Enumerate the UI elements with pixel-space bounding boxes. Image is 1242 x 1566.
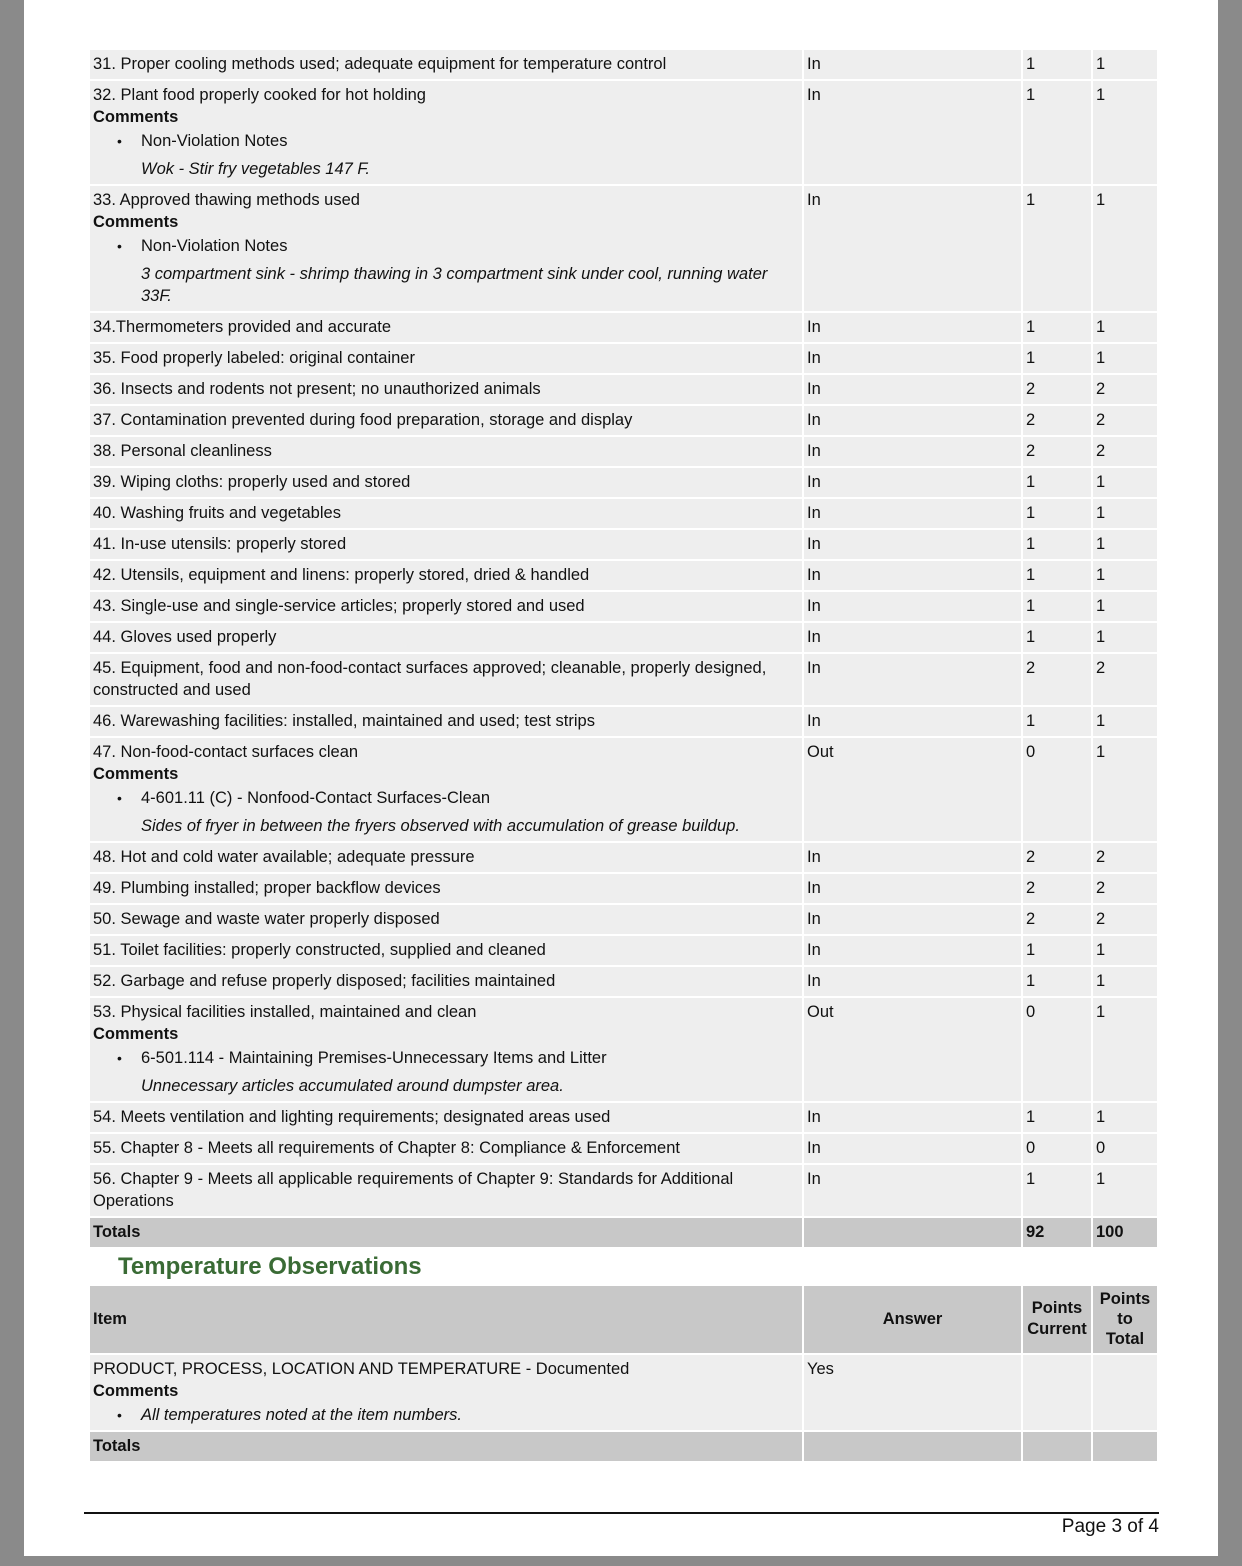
temperature-current (1023, 1355, 1093, 1432)
item-label: 37. Contamination prevented during food preparation, storage and display (93, 411, 633, 429)
item-points-current: 1 (1023, 561, 1093, 592)
item-answer: In (804, 1134, 1023, 1165)
item-cell (90, 186, 804, 313)
inspection-items-body (90, 50, 1157, 1218)
bullet-icon: • (117, 790, 122, 806)
item-answer: In (804, 437, 1023, 468)
item-label: 51. Toilet facilities: properly constructed, supplied and cleaned (93, 941, 546, 959)
item-points-total: 1 (1093, 623, 1157, 654)
table-row (90, 437, 1157, 468)
item-cell (90, 1134, 804, 1165)
item-cell (90, 936, 804, 967)
item-points-current: 2 (1023, 375, 1093, 406)
totals-answer-cell (804, 1218, 1023, 1249)
item-points-total: 1 (1093, 738, 1157, 843)
footer-rule (84, 1512, 1159, 1514)
item-answer: In (804, 81, 1023, 186)
item-points-total: 1 (1093, 998, 1157, 1103)
table-row (90, 998, 1157, 1103)
item-label: 42. Utensils, equipment and linens: properly stored, dried & handled (93, 566, 590, 584)
item-label: 55. Chapter 8 - Meets all requirements of Chapter 8: Compliance & Enforcement (93, 1139, 680, 1157)
item-points-current: 2 (1023, 437, 1093, 468)
item-answer: In (804, 313, 1023, 344)
item-answer: In (804, 874, 1023, 905)
item-cell (90, 561, 804, 592)
temperature-observations-table (90, 1286, 1157, 1463)
temperature-header-row (90, 1286, 1157, 1355)
item-points-current: 1 (1023, 623, 1093, 654)
temperature-item-label: PRODUCT, PROCESS, LOCATION AND TEMPERATURE - Documented (93, 1360, 630, 1378)
item-answer: In (804, 499, 1023, 530)
inspection-items-table (90, 50, 1157, 1249)
item-points-current: 2 (1023, 905, 1093, 936)
comment-code: 6-501.114 - Maintaining Premises-Unnecessary Items and Litter (141, 1049, 607, 1067)
item-answer: Out (804, 998, 1023, 1103)
item-points-total: 1 (1093, 967, 1157, 998)
totals-total: 100 (1093, 1218, 1157, 1249)
item-points-current: 1 (1023, 50, 1093, 81)
item-points-current: 1 (1023, 468, 1093, 499)
item-cell (90, 530, 804, 561)
item-cell (90, 623, 804, 654)
item-cell (90, 313, 804, 344)
bullet-icon: • (117, 238, 122, 254)
item-label: 40. Washing fruits and vegetables (93, 504, 341, 522)
table-row (90, 967, 1157, 998)
item-points-current: 2 (1023, 406, 1093, 437)
item-label: 49. Plumbing installed; proper backflow devices (93, 879, 441, 897)
item-cell (90, 707, 804, 738)
comment-bullet (93, 1404, 799, 1426)
item-answer: In (804, 592, 1023, 623)
comment-code: Non-Violation Notes (141, 132, 288, 150)
totals-current: 92 (1023, 1218, 1093, 1249)
item-cell (90, 406, 804, 437)
item-points-current: 2 (1023, 874, 1093, 905)
item-points-current: 1 (1023, 967, 1093, 998)
table-row (90, 1165, 1157, 1218)
item-cell (90, 967, 804, 998)
item-points-total: 2 (1093, 406, 1157, 437)
item-label: 52. Garbage and refuse properly disposed; facilities maintained (93, 972, 556, 990)
table-row (90, 344, 1157, 375)
item-points-total: 2 (1093, 874, 1157, 905)
item-label: 45. Equipment, food and non-food-contact surfaces approved; cleanable, properly designed, constructed and used (93, 659, 767, 699)
item-points-current: 1 (1023, 1103, 1093, 1134)
item-cell (90, 592, 804, 623)
table-row (90, 905, 1157, 936)
item-label: 56. Chapter 9 - Meets all applicable requirements of Chapter 9: Standards for Additional Operations (93, 1170, 734, 1210)
temperature-totals-answer (804, 1432, 1023, 1463)
report-page (24, 0, 1218, 1556)
comment-bullet (93, 1047, 799, 1069)
item-points-current: 1 (1023, 592, 1093, 623)
item-label: 48. Hot and cold water available; adequate pressure (93, 848, 475, 866)
item-points-current: 1 (1023, 530, 1093, 561)
comment-note: Unnecessary articles accumulated around dumpster area. (141, 1077, 564, 1095)
item-answer: In (804, 530, 1023, 561)
item-points-total: 1 (1093, 530, 1157, 561)
item-points-total: 1 (1093, 81, 1157, 186)
item-label: 54. Meets ventilation and lighting requirements; designated areas used (93, 1108, 611, 1126)
table-row (90, 186, 1157, 313)
temperature-totals-row (90, 1432, 1157, 1463)
item-answer: In (804, 186, 1023, 313)
comment-note: All temperatures noted at the item numbers. (141, 1406, 462, 1424)
item-points-total: 1 (1093, 50, 1157, 81)
item-answer: In (804, 1103, 1023, 1134)
comments-title: Comments (93, 1025, 179, 1043)
item-answer: In (804, 905, 1023, 936)
comment-note: 3 compartment sink - shrimp thawing in 3 compartment sink under cool, running water 33F. (141, 265, 768, 305)
item-points-total: 1 (1093, 186, 1157, 313)
item-label: 38. Personal cleanliness (93, 442, 272, 460)
item-label: 32. Plant food properly cooked for hot holding (93, 86, 426, 104)
header-answer: Answer (804, 1286, 1023, 1355)
item-cell (90, 50, 804, 81)
temperature-item-cell (90, 1355, 804, 1432)
temperature-totals-label: Totals (90, 1432, 804, 1463)
item-points-current: 1 (1023, 81, 1093, 186)
table-row (90, 375, 1157, 406)
table-row (90, 81, 1157, 186)
table-row (90, 499, 1157, 530)
header-points-total: Points to Total (1093, 1286, 1157, 1355)
temperature-observations-title: Temperature Observations (118, 1253, 422, 1280)
item-label: 50. Sewage and waste water properly disposed (93, 910, 440, 928)
item-label: 35. Food properly labeled: original container (93, 349, 415, 367)
totals-label: Totals (90, 1218, 804, 1249)
item-points-current: 1 (1023, 344, 1093, 375)
item-cell (90, 81, 804, 186)
item-answer: In (804, 375, 1023, 406)
item-cell (90, 344, 804, 375)
comment-code: Non-Violation Notes (141, 237, 288, 255)
item-points-total: 1 (1093, 936, 1157, 967)
item-answer: In (804, 406, 1023, 437)
item-answer: In (804, 1165, 1023, 1218)
item-label: 46. Warewashing facilities: installed, maintained and used; test strips (93, 712, 595, 730)
comment-bullet (93, 235, 799, 257)
item-answer: In (804, 843, 1023, 874)
temperature-row (90, 1355, 1157, 1432)
table-row (90, 561, 1157, 592)
item-answer: In (804, 623, 1023, 654)
table-row (90, 592, 1157, 623)
item-points-total: 1 (1093, 592, 1157, 623)
item-points-total: 0 (1093, 1134, 1157, 1165)
item-points-current: 0 (1023, 738, 1093, 843)
item-cell (90, 468, 804, 499)
table-row (90, 468, 1157, 499)
temperature-total (1093, 1355, 1157, 1432)
item-cell (90, 998, 804, 1103)
item-points-current: 1 (1023, 1165, 1093, 1218)
table-row (90, 654, 1157, 707)
table-row (90, 843, 1157, 874)
table-row (90, 1103, 1157, 1134)
item-answer: In (804, 936, 1023, 967)
item-points-current: 1 (1023, 186, 1093, 313)
item-label: 33. Approved thawing methods used (93, 191, 360, 209)
item-label: 44. Gloves used properly (93, 628, 277, 646)
item-label: 41. In-use utensils: properly stored (93, 535, 347, 553)
item-cell (90, 905, 804, 936)
item-points-total: 1 (1093, 561, 1157, 592)
comment-note: Sides of fryer in between the fryers observed with accumulation of grease buildup. (141, 817, 740, 835)
table-row (90, 936, 1157, 967)
item-cell (90, 843, 804, 874)
item-points-total: 1 (1093, 313, 1157, 344)
item-points-current: 1 (1023, 936, 1093, 967)
item-points-current: 1 (1023, 313, 1093, 344)
item-cell (90, 654, 804, 707)
item-label: 47. Non-food-contact surfaces clean (93, 743, 359, 761)
item-label: 36. Insects and rodents not present; no unauthorized animals (93, 380, 541, 398)
totals-row (90, 1218, 1157, 1249)
item-cell (90, 1103, 804, 1134)
item-label: 53. Physical facilities installed, maintained and clean (93, 1003, 477, 1021)
item-answer: In (804, 967, 1023, 998)
item-points-total: 2 (1093, 375, 1157, 406)
header-item: Item (90, 1286, 804, 1355)
item-points-total: 1 (1093, 499, 1157, 530)
bullet-icon: • (117, 1050, 122, 1066)
item-points-total: 1 (1093, 344, 1157, 375)
item-cell (90, 874, 804, 905)
table-row (90, 707, 1157, 738)
item-answer: Out (804, 738, 1023, 843)
page-number: Page 3 of 4 (1061, 1516, 1159, 1537)
item-cell (90, 1165, 804, 1218)
temperature-answer: Yes (804, 1355, 1023, 1432)
item-answer: In (804, 707, 1023, 738)
item-points-current: 2 (1023, 654, 1093, 707)
item-answer: In (804, 561, 1023, 592)
item-points-total: 2 (1093, 437, 1157, 468)
temperature-totals-total (1093, 1432, 1157, 1463)
item-answer: In (804, 50, 1023, 81)
table-row (90, 406, 1157, 437)
table-row (90, 1134, 1157, 1165)
item-answer: In (804, 468, 1023, 499)
table-row (90, 50, 1157, 81)
comments-title: Comments (93, 108, 179, 126)
item-points-current: 1 (1023, 499, 1093, 530)
table-row (90, 313, 1157, 344)
table-row (90, 874, 1157, 905)
item-cell (90, 375, 804, 406)
table-row (90, 738, 1157, 843)
item-points-current: 2 (1023, 843, 1093, 874)
item-label: 34.Thermometers provided and accurate (93, 318, 392, 336)
item-points-total: 1 (1093, 707, 1157, 738)
table-row (90, 530, 1157, 561)
comments-title: Comments (93, 213, 179, 231)
comment-bullet (93, 787, 799, 809)
comment-note: Wok - Stir fry vegetables 147 F. (141, 160, 370, 178)
item-answer: In (804, 344, 1023, 375)
bullet-icon: • (117, 133, 122, 149)
temperature-totals-current (1023, 1432, 1093, 1463)
comment-bullet (93, 130, 799, 152)
item-points-current: 0 (1023, 998, 1093, 1103)
header-points-current: Points Current (1023, 1286, 1093, 1355)
item-answer: In (804, 654, 1023, 707)
item-points-total: 2 (1093, 905, 1157, 936)
comments-title: Comments (93, 1382, 179, 1400)
table-row (90, 623, 1157, 654)
comment-code: 4-601.11 (C) - Nonfood-Contact Surfaces-Clean (141, 789, 491, 807)
item-label: 31. Proper cooling methods used; adequate equipment for temperature control (93, 55, 667, 73)
comments-title: Comments (93, 765, 179, 783)
item-points-current: 1 (1023, 707, 1093, 738)
item-points-total: 1 (1093, 1165, 1157, 1218)
item-cell (90, 437, 804, 468)
item-cell (90, 499, 804, 530)
item-points-total: 2 (1093, 654, 1157, 707)
item-points-total: 1 (1093, 1103, 1157, 1134)
item-label: 43. Single-use and single-service articles; properly stored and used (93, 597, 585, 615)
item-points-current: 0 (1023, 1134, 1093, 1165)
bullet-icon: • (117, 1407, 122, 1423)
item-points-total: 2 (1093, 843, 1157, 874)
item-points-total: 1 (1093, 468, 1157, 499)
item-cell (90, 738, 804, 843)
item-label: 39. Wiping cloths: properly used and stored (93, 473, 411, 491)
